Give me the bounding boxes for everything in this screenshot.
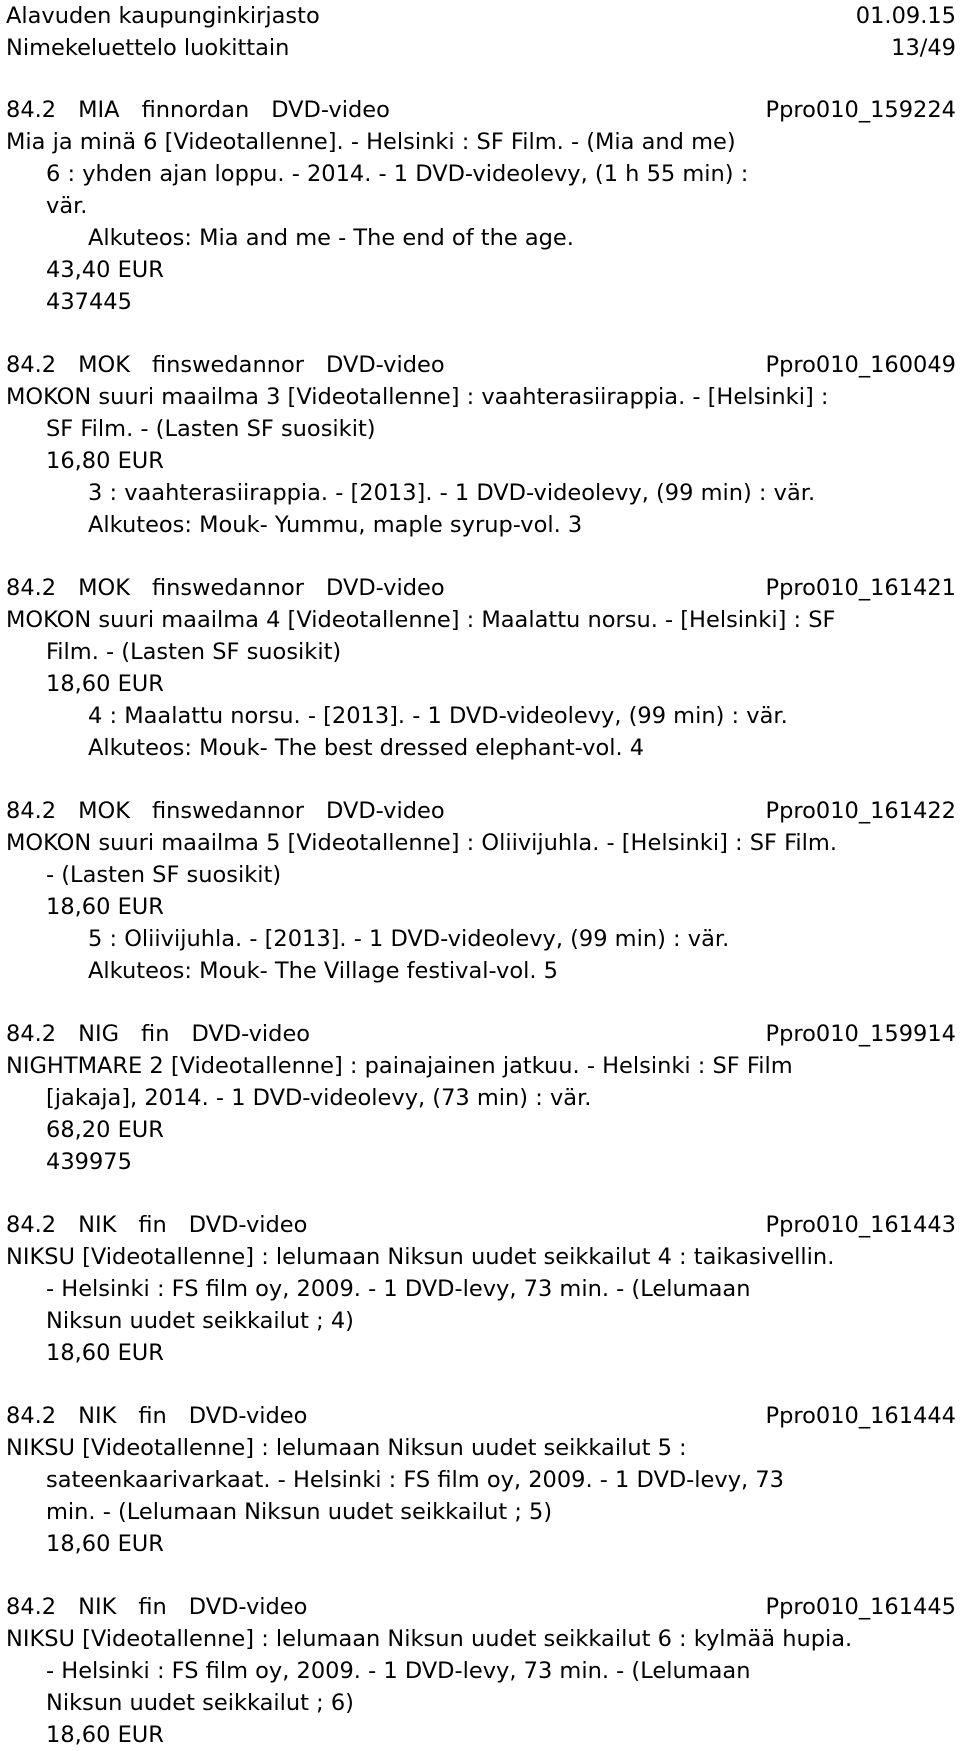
language-codes: fin [138,1594,167,1620]
entry-classification [6,94,412,126]
shelf-sign: MOK [78,575,130,601]
language-codes: fin [138,1403,167,1429]
catalogue-entry [6,795,956,987]
entry-line: 16,80 EUR [46,448,164,474]
media-type: DVD-video [188,1594,308,1620]
entry-line: MOKON suuri maailma 5 [Videotallenne] : Oliivijuhla. - [Helsinki] : SF Film. [6,830,837,856]
header-row-1 [6,0,956,32]
entry-heading [6,1400,956,1432]
catalogue-entry [6,94,956,318]
catalogue-entry [6,349,956,541]
header-row-2 [6,32,956,64]
entry-line: 6 : yhden ajan loppu. - 2014. - 1 DVD-videolevy, (1 h 55 min) : [46,161,749,187]
language-codes: finnordan [141,97,250,123]
language-codes: finswedannor [152,352,305,378]
entry-line: 439975 [46,1149,132,1175]
record-code: Ppro010_159914 [765,1021,956,1047]
language-codes: fin [138,1212,167,1238]
entry-line: 18,60 EUR [46,1722,164,1748]
entry-line: 5 : Oliivijuhla. - [2013]. - 1 DVD-videolevy, (99 min) : vär. [88,926,730,952]
entry-line: vär. [46,193,88,219]
media-type: DVD-video [191,1021,311,1047]
entry-line: 437445 [46,289,132,315]
shelf-sign: MOK [78,352,130,378]
list-title: Nimekeluettelo luokittain [6,35,290,61]
entry-list [6,94,956,1751]
entry-line: Alkuteos: Mia and me - The end of the age. [88,225,574,251]
catalogue-entry [6,1400,956,1560]
entry-line: MOKON suuri maailma 4 [Videotallenne] : Maalattu norsu. - [Helsinki] : SF [6,607,836,633]
catalogue-entry [6,572,956,764]
entry-line: SF Film. - (Lasten SF suosikit) [46,416,376,442]
catalogue-entry [6,1018,956,1178]
entry-line: min. - (Lelumaan Niksun uudet seikkailut ; 5) [46,1499,553,1525]
entry-line: NIKSU [Videotallenne] : lelumaan Niksun uudet seikkailut 4 : taikasivellin. [6,1244,835,1270]
entry-line: NIGHTMARE 2 [Videotallenne] : painajainen jatkuu. - Helsinki : SF Film [6,1053,793,1079]
media-type: DVD-video [326,352,445,378]
language-codes: finswedannor [152,575,305,601]
shelf-sign: MIA [78,97,120,123]
class-number: 84.2 [6,1212,57,1238]
entry-line: Niksun uudet seikkailut ; 6) [46,1690,354,1716]
entry-line: 18,60 EUR [46,1340,164,1366]
print-date: 01.09.15 [855,3,956,29]
media-type: DVD-video [326,575,445,601]
shelf-sign: NIG [78,1021,120,1047]
class-number: 84.2 [6,1594,57,1620]
entry-line: 68,20 EUR [46,1117,164,1143]
record-code: Ppro010_161445 [765,1594,956,1620]
language-codes: finswedannor [152,798,305,824]
entry-line: Alkuteos: Mouk- The Village festival-vol. 5 [88,958,558,984]
shelf-sign: NIK [78,1212,117,1238]
entry-heading [6,795,956,827]
media-type: DVD-video [271,97,390,123]
class-number: 84.2 [6,352,57,378]
entry-line: 18,60 EUR [46,671,164,697]
entry-heading [6,1209,956,1241]
media-type: DVD-video [188,1403,308,1429]
entry-classification [6,1018,332,1050]
class-number: 84.2 [6,1403,57,1429]
entry-line: 18,60 EUR [46,894,164,920]
entry-line: Alkuteos: Mouk- Yummu, maple syrup-vol. 3 [88,512,583,538]
record-code: Ppro010_161443 [765,1212,956,1238]
class-number: 84.2 [6,798,57,824]
record-code: Ppro010_159224 [765,97,956,123]
entry-line: MOKON suuri maailma 3 [Videotallenne] : vaahterasiirappia. - [Helsinki] : [6,384,829,410]
entry-line: 43,40 EUR [46,257,164,283]
entry-line: - Helsinki : FS film oy, 2009. - 1 DVD-levy, 73 min. - (Lelumaan [46,1658,751,1684]
language-codes: fin [141,1021,170,1047]
record-code: Ppro010_161444 [765,1403,956,1429]
entry-line: - (Lasten SF suosikit) [46,862,282,888]
entry-classification [6,1209,329,1241]
entry-line: - Helsinki : FS film oy, 2009. - 1 DVD-levy, 73 min. - (Lelumaan [46,1276,751,1302]
entry-classification [6,572,467,604]
library-name: Alavuden kaupunginkirjasto [6,3,320,29]
entry-heading [6,572,956,604]
entry-line: Alkuteos: Mouk- The best dressed elephant-vol. 4 [88,735,645,761]
record-code: Ppro010_161421 [765,575,956,601]
class-number: 84.2 [6,97,57,123]
entry-heading [6,1591,956,1623]
entry-line: Film. - (Lasten SF suosikit) [46,639,342,665]
entry-line: 3 : vaahterasiirappia. - [2013]. - 1 DVD-videolevy, (99 min) : vär. [88,480,816,506]
entry-line: [jakaja], 2014. - 1 DVD-videolevy, (73 min) : vär. [46,1085,592,1111]
entry-classification [6,795,467,827]
shelf-sign: NIK [78,1594,117,1620]
entry-heading [6,349,956,381]
shelf-sign: NIK [78,1403,117,1429]
class-number: 84.2 [6,1021,57,1047]
entry-heading [6,94,956,126]
entry-line: sateenkaarivarkaat. - Helsinki : FS film oy, 2009. - 1 DVD-levy, 73 [46,1467,784,1493]
entry-line: Niksun uudet seikkailut ; 4) [46,1308,354,1334]
entry-line: 18,60 EUR [46,1531,164,1557]
entry-classification [6,1591,329,1623]
record-code: Ppro010_160049 [765,352,956,378]
entry-line: 4 : Maalattu norsu. - [2013]. - 1 DVD-videolevy, (99 min) : vär. [88,703,788,729]
entry-classification [6,1400,329,1432]
class-number: 84.2 [6,575,57,601]
entry-line: NIKSU [Videotallenne] : lelumaan Niksun uudet seikkailut 6 : kylmää hupia. [6,1626,853,1652]
entry-classification [6,349,467,381]
record-code: Ppro010_161422 [765,798,956,824]
entry-line: NIKSU [Videotallenne] : lelumaan Niksun uudet seikkailut 5 : [6,1435,687,1461]
catalogue-entry [6,1209,956,1369]
catalogue-page [6,0,956,1751]
page-number: 13/49 [891,35,956,61]
entry-line: Mia ja minä 6 [Videotallenne]. - Helsinki : SF Film. - (Mia and me) [6,129,736,155]
catalogue-entry [6,1591,956,1751]
media-type: DVD-video [188,1212,308,1238]
media-type: DVD-video [326,798,445,824]
shelf-sign: MOK [78,798,130,824]
entry-heading [6,1018,956,1050]
